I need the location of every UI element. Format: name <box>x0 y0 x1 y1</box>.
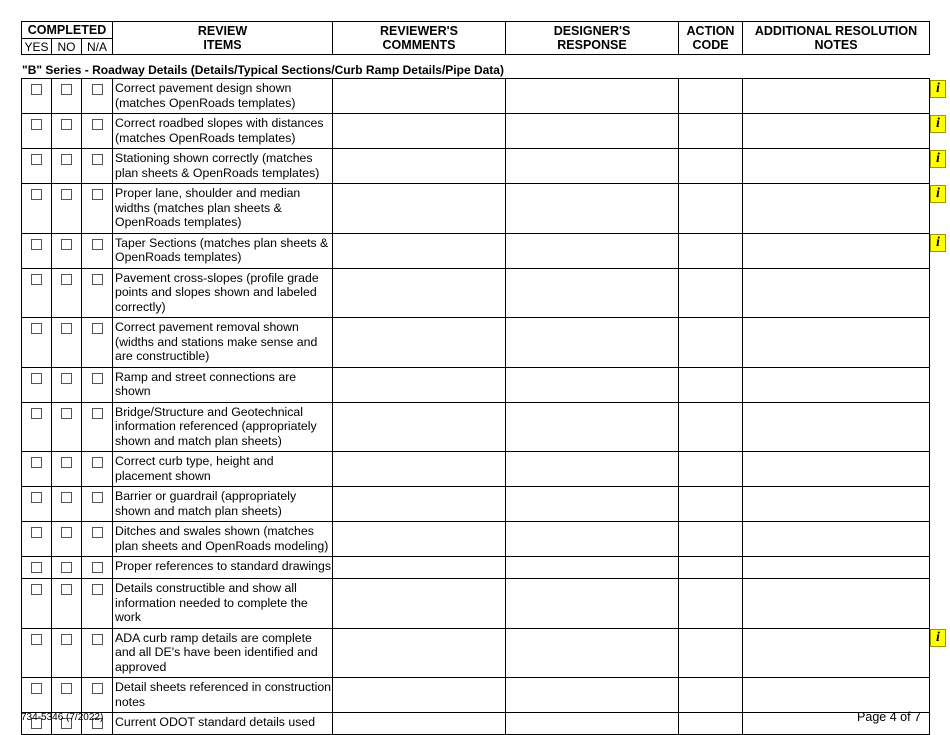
header-table <box>21 21 930 55</box>
table-row <box>22 522 930 557</box>
action-code-cell[interactable] <box>679 522 743 557</box>
no-cell <box>52 452 82 487</box>
na-header: N/A <box>82 39 113 55</box>
table-row <box>22 678 930 713</box>
no-cell <box>52 628 82 678</box>
review-item-text: Proper references to standard drawings <box>113 557 333 579</box>
review-item-text: Detail sheets referenced in construction notes <box>113 678 333 713</box>
yes-cell <box>22 367 52 402</box>
table-row <box>22 628 930 678</box>
additional-notes-header: ADDITIONAL RESOLUTION NOTES <box>743 22 930 55</box>
na-cell <box>82 79 113 114</box>
designers-response-cell[interactable] <box>506 233 679 268</box>
completed-header: COMPLETED <box>22 22 113 39</box>
na-cell <box>82 579 113 629</box>
action-code-cell[interactable] <box>679 268 743 318</box>
table-row <box>22 149 930 184</box>
action-code-cell[interactable] <box>679 318 743 368</box>
action-code-cell[interactable] <box>679 678 743 713</box>
no-cell <box>52 678 82 713</box>
review-item-text: Correct pavement removal shown (widths and stations make sense and are constructible) <box>113 318 333 368</box>
yes-checkbox[interactable] <box>31 562 42 573</box>
review-item-text: Taper Sections (matches plan sheets & OpenRoads templates) <box>113 233 333 268</box>
action-code-cell[interactable] <box>679 367 743 402</box>
yes-cell <box>22 452 52 487</box>
review-item-text: Pavement cross-slopes (profile grade points and slopes shown and labeled correctly) <box>113 268 333 318</box>
designers-response-cell[interactable] <box>506 628 679 678</box>
reviewers-comment-cell[interactable] <box>333 367 506 402</box>
section-title: "B" Series - Roadway Details (Details/Typical Sections/Curb Ramp Details/Pipe Data) <box>22 63 504 77</box>
resolution-notes-cell[interactable] <box>743 184 930 234</box>
yes-checkbox[interactable] <box>31 274 42 285</box>
na-checkbox[interactable] <box>92 274 103 285</box>
yes-checkbox[interactable] <box>31 373 42 384</box>
na-cell <box>82 318 113 368</box>
no-checkbox[interactable] <box>61 634 72 645</box>
yes-checkbox[interactable] <box>31 84 42 95</box>
resolution-notes-cell[interactable] <box>743 678 930 713</box>
reviewers-comment-cell[interactable] <box>333 402 506 452</box>
yes-checkbox[interactable] <box>31 683 42 694</box>
table-row <box>22 579 930 629</box>
review-item-text: Proper lane, shoulder and median widths (matches plan sheets & OpenRoads templates) <box>113 184 333 234</box>
na-checkbox[interactable] <box>92 239 103 250</box>
review-item-text: Details constructible and show all information needed to complete the work <box>113 579 333 629</box>
yes-cell <box>22 184 52 234</box>
resolution-notes-cell[interactable] <box>743 487 930 522</box>
yes-checkbox[interactable] <box>31 154 42 165</box>
na-checkbox[interactable] <box>92 634 103 645</box>
table-row <box>22 713 930 735</box>
no-cell <box>52 114 82 149</box>
resolution-notes-cell[interactable] <box>743 367 930 402</box>
table-row <box>22 367 930 402</box>
no-cell <box>52 522 82 557</box>
table-row <box>22 79 930 114</box>
resolution-notes-cell[interactable] <box>743 233 930 268</box>
no-checkbox[interactable] <box>61 84 72 95</box>
reviewers-comment-cell[interactable] <box>333 268 506 318</box>
reviewers-comment-cell[interactable] <box>333 184 506 234</box>
action-code-cell[interactable] <box>679 114 743 149</box>
na-checkbox[interactable] <box>92 683 103 694</box>
info-icon[interactable]: i <box>930 629 946 647</box>
reviewers-comment-cell[interactable] <box>333 557 506 579</box>
na-cell <box>82 268 113 318</box>
designers-response-cell[interactable] <box>506 114 679 149</box>
resolution-notes-cell[interactable] <box>743 628 930 678</box>
table-row <box>22 402 930 452</box>
review-item-text: Barrier or guardrail (appropriately shown and match plan sheets) <box>113 487 333 522</box>
action-code-cell[interactable] <box>679 149 743 184</box>
reviewers-comment-cell[interactable] <box>333 487 506 522</box>
no-checkbox[interactable] <box>61 119 72 130</box>
info-icon[interactable]: i <box>930 115 946 133</box>
action-code-header: ACTION CODE <box>679 22 743 55</box>
review-item-text: Correct roadbed slopes with distances (matches OpenRoads templates) <box>113 114 333 149</box>
na-cell <box>82 114 113 149</box>
reviewers-comment-cell[interactable] <box>333 318 506 368</box>
action-code-cell[interactable] <box>679 628 743 678</box>
na-checkbox[interactable] <box>92 119 103 130</box>
yes-cell <box>22 149 52 184</box>
yes-checkbox[interactable] <box>31 119 42 130</box>
na-checkbox[interactable] <box>92 408 103 419</box>
yes-checkbox[interactable] <box>31 323 42 334</box>
resolution-notes-cell[interactable] <box>743 557 930 579</box>
page-number: Page 4 of 7 <box>857 710 921 724</box>
na-cell <box>82 233 113 268</box>
action-code-cell[interactable] <box>679 452 743 487</box>
no-checkbox[interactable] <box>61 408 72 419</box>
designers-response-cell[interactable] <box>506 452 679 487</box>
no-cell <box>52 318 82 368</box>
na-cell <box>82 402 113 452</box>
resolution-notes-cell[interactable] <box>743 114 930 149</box>
yes-cell <box>22 522 52 557</box>
reviewers-comment-cell[interactable] <box>333 452 506 487</box>
designers-response-cell[interactable] <box>506 79 679 114</box>
review-item-text: Correct curb type, height and placement shown <box>113 452 333 487</box>
resolution-notes-cell[interactable] <box>743 318 930 368</box>
no-header: NO <box>52 39 82 55</box>
table-row <box>22 184 930 234</box>
resolution-notes-cell[interactable] <box>743 579 930 629</box>
designers-response-cell[interactable] <box>506 522 679 557</box>
no-checkbox[interactable] <box>61 239 72 250</box>
no-cell <box>52 557 82 579</box>
action-code-cell[interactable] <box>679 233 743 268</box>
review-item-text: ADA curb ramp details are complete and all DE's have been identified and approved <box>113 628 333 678</box>
yes-checkbox[interactable] <box>31 408 42 419</box>
designers-response-cell[interactable] <box>506 268 679 318</box>
reviewers-comment-cell[interactable] <box>333 233 506 268</box>
yes-cell <box>22 233 52 268</box>
info-icon[interactable]: i <box>930 150 946 168</box>
action-code-cell[interactable] <box>679 184 743 234</box>
table-row <box>22 452 930 487</box>
na-checkbox[interactable] <box>92 189 103 200</box>
yes-checkbox[interactable] <box>31 492 42 503</box>
reviewers-comment-cell[interactable] <box>333 522 506 557</box>
designers-response-cell[interactable] <box>506 713 679 735</box>
yes-cell <box>22 79 52 114</box>
action-code-cell[interactable] <box>679 713 743 735</box>
designers-response-cell[interactable] <box>506 557 679 579</box>
yes-cell <box>22 557 52 579</box>
yes-checkbox[interactable] <box>31 239 42 250</box>
action-code-cell[interactable] <box>679 79 743 114</box>
action-code-cell[interactable] <box>679 487 743 522</box>
no-checkbox[interactable] <box>61 323 72 334</box>
yes-checkbox[interactable] <box>31 457 42 468</box>
yes-cell <box>22 114 52 149</box>
resolution-notes-cell[interactable] <box>743 149 930 184</box>
na-cell <box>82 149 113 184</box>
no-cell <box>52 402 82 452</box>
designers-response-cell[interactable] <box>506 402 679 452</box>
resolution-notes-cell[interactable] <box>743 402 930 452</box>
no-cell <box>52 268 82 318</box>
review-items-header: REVIEW ITEMS <box>113 22 333 55</box>
reviewers-comment-cell[interactable] <box>333 678 506 713</box>
no-checkbox[interactable] <box>61 189 72 200</box>
action-code-cell[interactable] <box>679 557 743 579</box>
resolution-notes-cell[interactable] <box>743 452 930 487</box>
yes-checkbox[interactable] <box>31 634 42 645</box>
designers-response-cell[interactable] <box>506 318 679 368</box>
reviewers-comment-cell[interactable] <box>333 149 506 184</box>
checklist-table <box>21 78 930 735</box>
review-item-text: Correct pavement design shown (matches OpenRoads templates) <box>113 79 333 114</box>
yes-cell <box>22 402 52 452</box>
designers-response-header: DESIGNER'S RESPONSE <box>506 22 679 55</box>
yes-cell <box>22 579 52 629</box>
no-checkbox[interactable] <box>61 683 72 694</box>
table-row <box>22 487 930 522</box>
no-cell <box>52 579 82 629</box>
no-cell <box>52 184 82 234</box>
resolution-notes-cell[interactable] <box>743 522 930 557</box>
table-row <box>22 114 930 149</box>
designers-response-cell[interactable] <box>506 579 679 629</box>
designers-response-cell[interactable] <box>506 678 679 713</box>
reviewers-comment-cell[interactable] <box>333 713 506 735</box>
table-row <box>22 318 930 368</box>
na-checkbox[interactable] <box>92 373 103 384</box>
review-item-text: Stationing shown correctly (matches plan sheets & OpenRoads templates) <box>113 149 333 184</box>
na-checkbox[interactable] <box>92 323 103 334</box>
no-checkbox[interactable] <box>61 562 72 573</box>
info-icon[interactable]: i <box>930 185 946 203</box>
designers-response-cell[interactable] <box>506 367 679 402</box>
no-cell <box>52 79 82 114</box>
no-cell <box>52 367 82 402</box>
no-checkbox[interactable] <box>61 373 72 384</box>
no-checkbox[interactable] <box>61 584 72 595</box>
na-cell <box>82 678 113 713</box>
info-icon[interactable]: i <box>930 80 946 98</box>
no-cell <box>52 233 82 268</box>
yes-checkbox[interactable] <box>31 584 42 595</box>
table-row <box>22 268 930 318</box>
resolution-notes-cell[interactable] <box>743 79 930 114</box>
yes-cell <box>22 678 52 713</box>
review-item-text: Bridge/Structure and Geotechnical information referenced (appropriately shown and match plan sheets) <box>113 402 333 452</box>
na-cell <box>82 367 113 402</box>
no-cell <box>52 149 82 184</box>
na-checkbox[interactable] <box>92 562 103 573</box>
table-row <box>22 233 930 268</box>
na-cell <box>82 628 113 678</box>
na-cell <box>82 452 113 487</box>
no-checkbox[interactable] <box>61 457 72 468</box>
form-number: 734-5346 (7/2022) <box>21 712 104 723</box>
na-cell <box>82 184 113 234</box>
na-cell <box>82 557 113 579</box>
no-checkbox[interactable] <box>61 492 72 503</box>
review-item-text: Ditches and swales shown (matches plan sheets and OpenRoads modeling) <box>113 522 333 557</box>
designers-response-cell[interactable] <box>506 487 679 522</box>
table-row <box>22 557 930 579</box>
na-checkbox[interactable] <box>92 154 103 165</box>
no-checkbox[interactable] <box>61 527 72 538</box>
na-cell <box>82 522 113 557</box>
resolution-notes-cell[interactable] <box>743 268 930 318</box>
reviewers-comment-cell[interactable] <box>333 628 506 678</box>
action-code-cell[interactable] <box>679 402 743 452</box>
reviewers-comment-cell[interactable] <box>333 79 506 114</box>
na-checkbox[interactable] <box>92 457 103 468</box>
action-code-cell[interactable] <box>679 579 743 629</box>
designers-response-cell[interactable] <box>506 184 679 234</box>
designers-response-cell[interactable] <box>506 149 679 184</box>
info-icon[interactable]: i <box>930 234 946 252</box>
reviewers-comments-header: REVIEWER'S COMMENTS <box>333 22 506 55</box>
na-checkbox[interactable] <box>92 584 103 595</box>
review-item-text: Ramp and street connections are shown <box>113 367 333 402</box>
yes-cell <box>22 628 52 678</box>
na-checkbox[interactable] <box>92 492 103 503</box>
yes-cell <box>22 487 52 522</box>
no-cell <box>52 487 82 522</box>
no-checkbox[interactable] <box>61 274 72 285</box>
reviewers-comment-cell[interactable] <box>333 579 506 629</box>
yes-checkbox[interactable] <box>31 189 42 200</box>
na-cell <box>82 487 113 522</box>
yes-cell <box>22 268 52 318</box>
review-item-text: Current ODOT standard details used <box>113 713 333 735</box>
na-checkbox[interactable] <box>92 527 103 538</box>
yes-checkbox[interactable] <box>31 527 42 538</box>
no-checkbox[interactable] <box>61 154 72 165</box>
reviewers-comment-cell[interactable] <box>333 114 506 149</box>
yes-header: YES <box>22 39 52 55</box>
yes-cell <box>22 318 52 368</box>
na-checkbox[interactable] <box>92 84 103 95</box>
